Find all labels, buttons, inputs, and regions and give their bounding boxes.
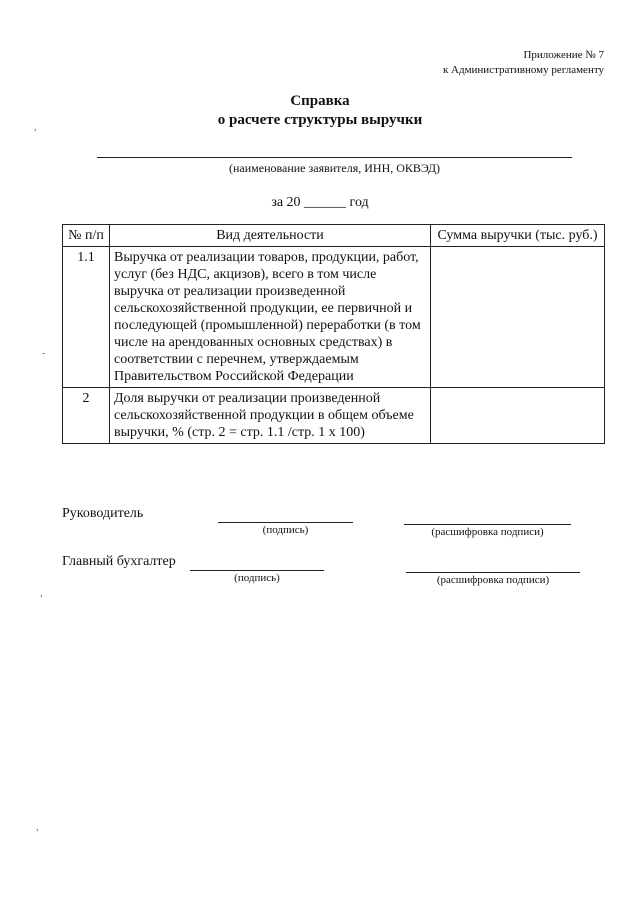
- accountant-signature-caption: (подпись): [234, 572, 280, 584]
- row-num: 1.1: [63, 247, 110, 388]
- revenue-table: [62, 224, 605, 444]
- table-header-row: [63, 225, 605, 247]
- scan-mark: ,: [40, 588, 43, 599]
- row-sum-cell[interactable]: [431, 388, 605, 444]
- accountant-decoding-line[interactable]: [406, 572, 580, 573]
- row-activity: Доля выручки от реализации произведенной сельскохозяйственной продукции в общем объеме выручки, % (стр. 2 = стр. 1.1 /стр. 1 х 100): [110, 388, 431, 444]
- appendix-number: Приложение № 7: [523, 49, 604, 61]
- head-signature-caption: (подпись): [262, 524, 309, 536]
- year-line: за 20 ______ год: [271, 195, 369, 210]
- head-decoding-caption: (расшифровка подписи): [431, 526, 544, 538]
- row-num: 2: [63, 388, 110, 444]
- accountant-decoding-caption: (расшифровка подписи): [436, 574, 550, 586]
- chief-accountant-label: Главный бухгалтер: [62, 554, 176, 569]
- title-subtitle: о расчете структуры выручки: [217, 112, 423, 128]
- table-row: [63, 388, 605, 444]
- appendix-note: [443, 48, 604, 78]
- header-activity: Вид деятельности: [110, 225, 431, 247]
- scan-mark: ,: [34, 122, 37, 133]
- accountant-signature-line[interactable]: [190, 570, 324, 571]
- row-activity: Выручка от реализации товаров, продукции, работ, услуг (без НДС, акцизов), всего в том числе выручка от реализации произведенной сельскохозяйственной продукции, ее первичной и последующей (промышленной) переработки (в том числе на арендованных основных средствах) в соответствии с перечнем, утверждаемым Правительством Российской Федерации: [110, 247, 431, 388]
- appendix-reference: к Административному регламенту: [442, 64, 604, 76]
- head-label: Руководитель: [62, 506, 144, 521]
- table-row: [63, 247, 605, 388]
- applicant-caption: (наименование заявителя, ИНН, ОКВЭД): [228, 161, 441, 175]
- head-decoding-line[interactable]: [404, 524, 571, 525]
- scan-mark: ,: [36, 822, 39, 833]
- header-num: № п/п: [63, 225, 110, 247]
- scan-mark: -: [42, 348, 46, 359]
- row-sum-cell[interactable]: [431, 247, 605, 388]
- applicant-line[interactable]: [97, 157, 572, 158]
- title-main: Справка: [290, 93, 350, 109]
- head-signature-line[interactable]: [218, 522, 353, 523]
- header-sum: Сумма выручки (тыс. руб.): [431, 225, 605, 247]
- document-title: [0, 92, 640, 130]
